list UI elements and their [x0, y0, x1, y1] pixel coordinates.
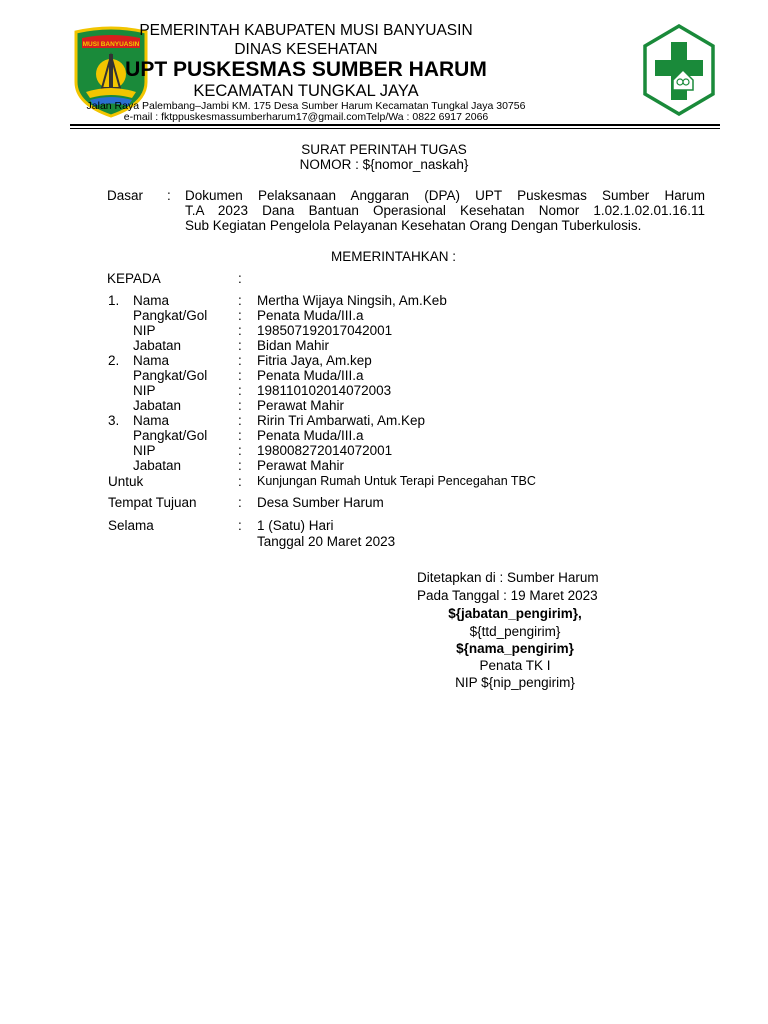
dasar-line: Dokumen Pelaksanaan Anggaran (DPA) UPT Puskesmas Sumber Harum	[185, 188, 705, 203]
person-jabatan-label: Jabatan	[133, 398, 182, 413]
dasar-text	[185, 188, 705, 233]
person-nip-label: NIP	[133, 443, 156, 458]
signer-position: ${jabatan_pengirim},	[448, 606, 582, 621]
colon: :	[238, 443, 242, 458]
person-nip-label: NIP	[133, 323, 156, 338]
document-title: SURAT PERINTAH TUGAS	[301, 142, 467, 157]
signer-rank: Penata TK I	[479, 658, 551, 673]
svg-text:MUSI BANYUASIN: MUSI BANYUASIN	[82, 41, 140, 48]
person-nip-label: NIP	[133, 383, 156, 398]
tujuan-label: Tempat Tujuan	[108, 495, 197, 510]
untuk-label: Untuk	[108, 474, 144, 489]
signer-nip: NIP ${nip_pengirim}	[455, 675, 575, 690]
tujuan-value: Desa Sumber Harum	[257, 495, 384, 510]
person-nama-label: Nama	[133, 293, 170, 308]
colon: :	[238, 495, 242, 510]
header-government: PEMERINTAH KABUPATEN MUSI BANYUASIN	[139, 22, 473, 39]
selama-value: 1 (Satu) Hari	[257, 518, 334, 533]
colon: :	[238, 458, 242, 473]
person-pangkat: Penata Muda/III.a	[257, 428, 364, 443]
colon: :	[238, 413, 242, 428]
header-institution: UPT PUSKESMAS SUMBER HARUM	[125, 58, 487, 81]
dasar-colon: :	[167, 188, 171, 203]
signer-name: ${nama_pengirim}	[456, 641, 574, 656]
signature-placeholder: ${ttd_pengirim}	[469, 624, 561, 639]
colon: :	[238, 383, 242, 398]
kepada-colon: :	[238, 271, 242, 286]
person-jabatan: Perawat Mahir	[257, 458, 345, 473]
person-jabatan-label: Jabatan	[133, 338, 182, 353]
header-address: Jalan Raya Palembang–Jambi KM. 175 Desa Sumber Harum Kecamatan Tungkal Jaya 30756	[86, 100, 526, 112]
header-rule-thick	[70, 124, 720, 126]
person-jabatan: Bidan Mahir	[257, 338, 330, 353]
colon: :	[238, 474, 242, 489]
header-department: DINAS KESEHATAN	[234, 41, 378, 58]
colon: :	[238, 518, 242, 533]
dasar-line: Sub Kegiatan Pengelola Pelayanan Kesehatan Orang Dengan Tuberkulosis.	[185, 218, 642, 233]
person-number: 3.	[108, 413, 120, 428]
tanggal-value: Tanggal 20 Maret 2023	[257, 534, 396, 549]
person-nama-label: Nama	[133, 353, 170, 368]
header-district: KECAMATAN TUNGKAL JAYA	[193, 82, 419, 100]
person-jabatan: Perawat Mahir	[257, 398, 345, 413]
colon: :	[238, 338, 242, 353]
kepada-label: KEPADA	[107, 271, 161, 286]
colon: :	[238, 323, 242, 338]
pada-tanggal: Pada Tanggal : 19 Maret 2023	[417, 588, 598, 603]
person-nip: 198110102014072003	[257, 383, 392, 398]
person-number: 1.	[108, 293, 120, 308]
person-nama: Fitria Jaya, Am.kep	[257, 353, 372, 368]
person-nip: 198008272014072001	[257, 443, 393, 458]
person-pangkat-label: Pangkat/Gol	[133, 428, 208, 443]
person-nama: Ririn Tri Ambarwati, Am.Kep	[257, 413, 426, 428]
person-pangkat: Penata Muda/III.a	[257, 368, 364, 383]
person-number: 2.	[108, 353, 120, 368]
person-nama: Mertha Wijaya Ningsih, Am.Keb	[257, 293, 447, 308]
memerintahkan-heading: MEMERINTAHKAN :	[331, 249, 457, 264]
person-jabatan-label: Jabatan	[133, 458, 182, 473]
colon: :	[238, 308, 242, 323]
person-pangkat-label: Pangkat/Gol	[133, 368, 208, 383]
person-pangkat: Penata Muda/III.a	[257, 308, 364, 323]
selama-label: Selama	[108, 518, 154, 533]
colon: :	[238, 428, 242, 443]
untuk-value: Kunjungan Rumah Untuk Terapi Pencegahan TBC	[257, 474, 536, 488]
header-rule-thin	[70, 128, 720, 129]
dasar-label: Dasar	[107, 188, 144, 203]
ditetapkan-di: Ditetapkan di : Sumber Harum	[417, 570, 599, 585]
person-nip: 198507192017042001	[257, 323, 393, 338]
document-number: NOMOR : ${nomor_naskah}	[299, 157, 469, 172]
colon: :	[238, 293, 242, 308]
colon: :	[238, 353, 242, 368]
header-contact: e-mail : fktppuskesmassumberharum17@gmail.comTelp/Wa : 0822 6917 2066	[123, 111, 489, 123]
colon: :	[238, 368, 242, 383]
dasar-line: T.A 2023 Dana Bantuan Operasional Kesehatan Nomor 1.02.1.02.01.16.11	[185, 203, 705, 218]
colon: :	[238, 398, 242, 413]
person-pangkat-label: Pangkat/Gol	[133, 308, 208, 323]
person-nama-label: Nama	[133, 413, 170, 428]
